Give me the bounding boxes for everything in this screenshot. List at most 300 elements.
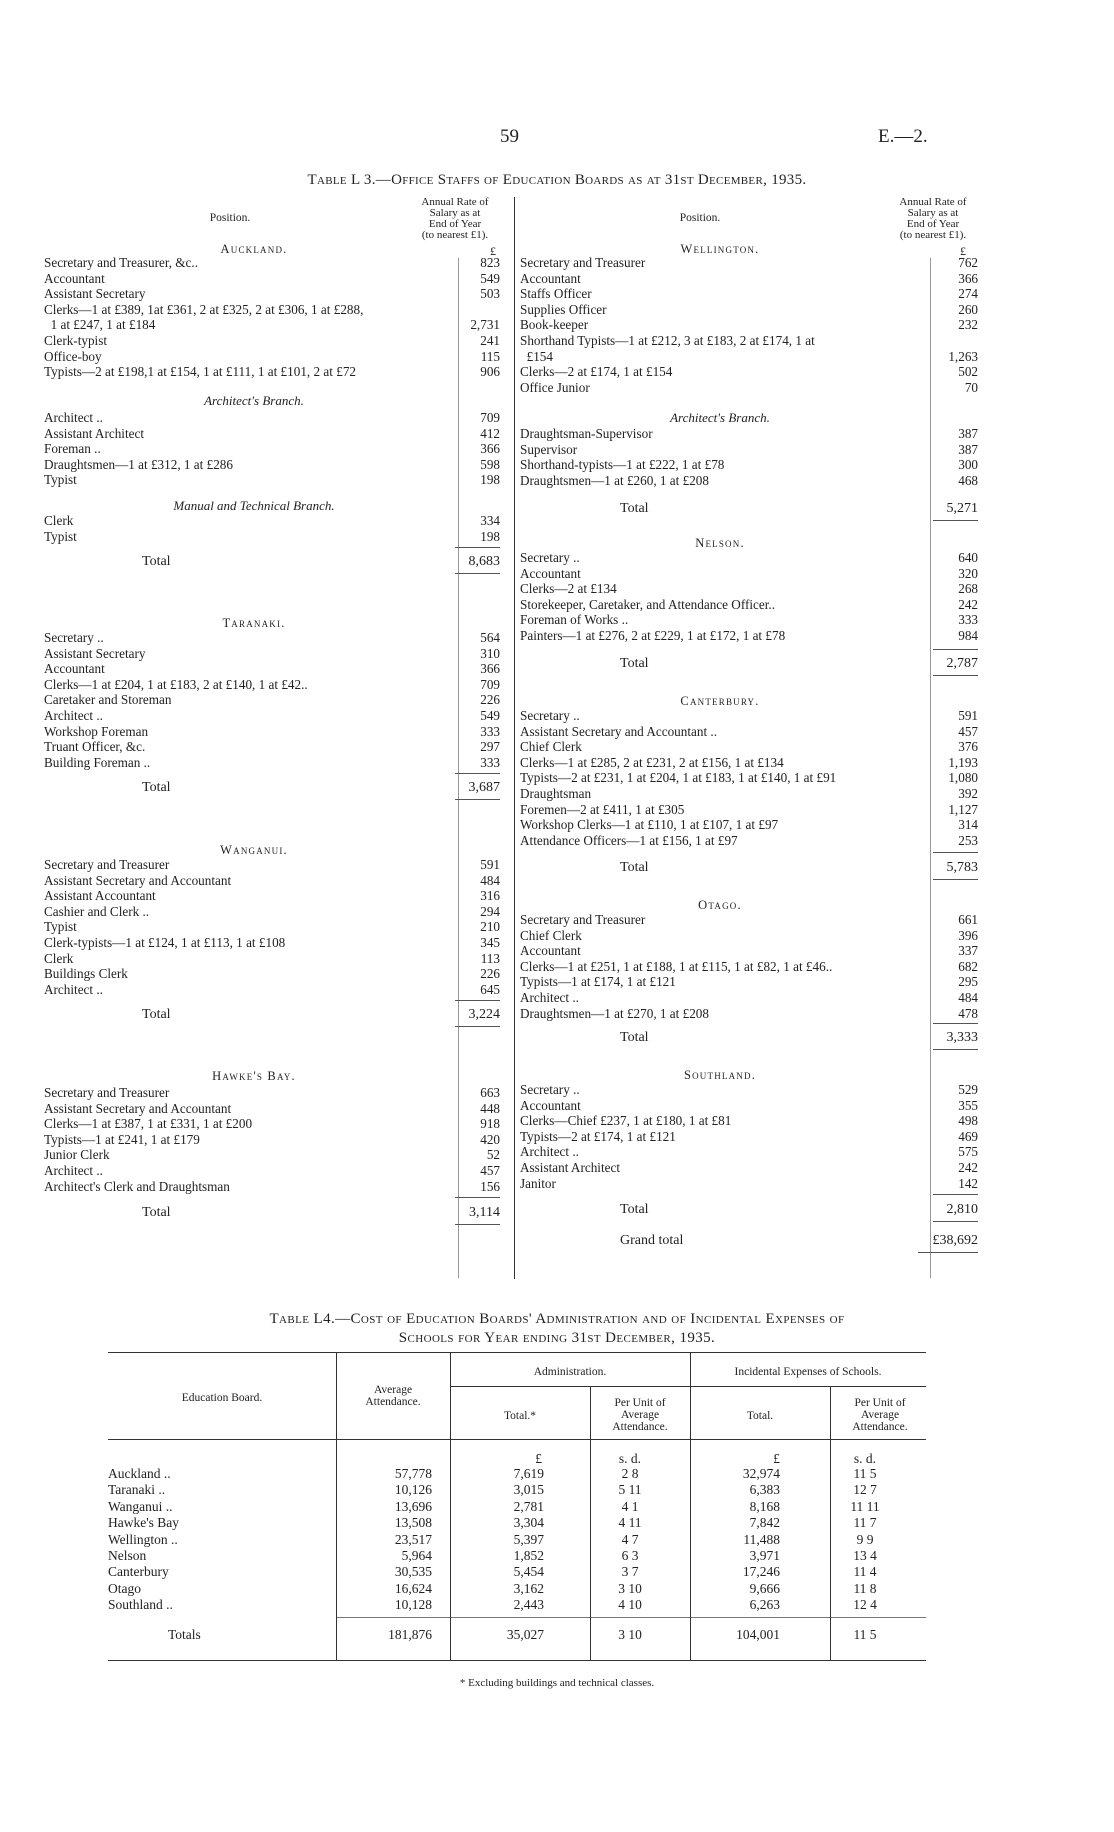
- grand-total-value: £38,692: [932, 1233, 978, 1248]
- table-row: [44, 529, 500, 545]
- table-row: [44, 302, 500, 318]
- row-label: Typist: [44, 919, 77, 935]
- t4-admin-unit: 6 3: [621, 1548, 639, 1563]
- section-southland: Southland.: [683, 1068, 757, 1082]
- row-value: 503: [480, 286, 500, 302]
- t4-attendance: 57,778: [394, 1466, 432, 1481]
- wellington-total-value: 5,271: [946, 501, 978, 516]
- section-wanganui: Wanganui.: [220, 843, 288, 857]
- row-label: Clerk-typist: [44, 333, 108, 348]
- row-label: Truant Officer, &c.: [44, 739, 146, 755]
- row-value: 232: [958, 317, 978, 333]
- t4-board: Southland ..: [108, 1597, 173, 1613]
- t4-admin-total: 1,852: [513, 1548, 544, 1563]
- row-label: Accountant: [44, 661, 105, 677]
- t4-admin-unit: 3 10: [618, 1627, 642, 1642]
- table-row: [44, 873, 500, 889]
- t4-inc-unit: 9 9: [856, 1531, 874, 1547]
- row-value: 387: [958, 441, 978, 457]
- row-value: 484: [958, 990, 978, 1005]
- table-row: [44, 739, 500, 755]
- table-row: [520, 333, 978, 349]
- row-value: 333: [958, 612, 978, 628]
- table-row: [520, 708, 978, 724]
- row-value: 300: [958, 457, 978, 473]
- t4-header-incidental: Incidental Expenses of Schools.: [734, 1366, 882, 1378]
- row-value: 762: [958, 255, 978, 270]
- total-rule: [455, 799, 500, 800]
- table-row: [520, 628, 978, 644]
- t4-board: Otago: [108, 1580, 141, 1596]
- t4-admin-unit: 4 7: [621, 1531, 639, 1547]
- table-row: [520, 302, 978, 318]
- wellington-total-label: Total: [620, 501, 649, 516]
- t4-inc-unit: 11 5: [853, 1627, 877, 1642]
- nelson-total-value: 2,787: [946, 656, 978, 671]
- t4-header-admin-unit: Per Unit of Average Attendance.: [612, 1397, 668, 1433]
- table-row: [44, 755, 500, 771]
- row-label: Office-boy: [44, 348, 102, 364]
- row-label: Chief Clerk: [520, 927, 582, 943]
- wanganui-total-value: 3,224: [468, 1007, 500, 1022]
- t4-inc-total: 7,842: [749, 1515, 780, 1531]
- table-row: [520, 612, 978, 628]
- nelson-total-label: Total: [620, 656, 649, 671]
- row-value: 337: [958, 943, 978, 959]
- row-label: Workshop Foreman: [44, 723, 149, 739]
- row-label: Clerks—Chief £237, 1 at £180, 1 at £81: [520, 1113, 732, 1129]
- row-label: Architect's Clerk and Draughtsman: [44, 1178, 230, 1194]
- otago-total-value: 3,333: [946, 1030, 978, 1045]
- taranaki-total-label: Total: [142, 780, 171, 795]
- table-l3-center-rule: [514, 197, 515, 1279]
- row-value: 210: [480, 919, 500, 935]
- row-label: Typists—2 at £231, 1 at £204, 1 at £183, 1 at £140, 1 at £91: [520, 770, 837, 786]
- t4-board: Canterbury: [108, 1564, 169, 1580]
- t4-board: Taranaki ..: [108, 1482, 166, 1498]
- row-value: 376: [958, 739, 978, 755]
- table-row: [520, 597, 978, 613]
- canterbury-total-label: Total: [620, 860, 649, 875]
- total-rule: [455, 1026, 500, 1027]
- t4-inc-total: 3,971: [749, 1548, 780, 1563]
- row-value: 682: [958, 958, 978, 974]
- row-value: 469: [958, 1128, 978, 1144]
- row-value: 709: [480, 676, 500, 692]
- row-label: Shorthand-typists—1 at £222, 1 at £78: [520, 457, 725, 473]
- table-row: [44, 724, 500, 740]
- table-row: [44, 1147, 500, 1163]
- row-label: Accountant: [520, 565, 581, 581]
- table-row: [44, 349, 500, 365]
- table-row: [44, 441, 500, 457]
- t4-inc-total: 8,168: [749, 1498, 780, 1514]
- row-label: Staffs Officer: [520, 286, 592, 302]
- row-value: 1,080: [948, 770, 978, 786]
- t4-inc-total: 17,246: [742, 1564, 780, 1580]
- t4-unit-inc-total: £: [773, 1451, 780, 1466]
- row-label: Clerks—1 at £251, 1 at £188, 1 at £115, 1 at £82, 1 at £46..: [520, 958, 833, 974]
- row-value: 297: [480, 739, 500, 755]
- row-value: 709: [480, 410, 500, 425]
- row-label: Secretary and Treasurer: [44, 1085, 170, 1100]
- table-l4-group-rule: [450, 1386, 926, 1387]
- row-label: Typists—1 at £241, 1 at £179: [44, 1131, 200, 1147]
- t4-inc-unit: 12 7: [853, 1482, 877, 1498]
- total-rule: [455, 1224, 500, 1225]
- row-label: Secretary ..: [520, 1082, 580, 1097]
- table-row: [520, 1176, 978, 1192]
- row-label: Assistant Secretary and Accountant ..: [520, 723, 718, 739]
- section-otago: Otago.: [698, 898, 742, 912]
- row-label: Supervisor: [520, 441, 578, 457]
- row-value: 906: [480, 364, 500, 380]
- table-row: [44, 919, 500, 935]
- subsection-wellington-architect: Architect's Branch.: [670, 410, 770, 425]
- table-row: [44, 1163, 500, 1179]
- t4-header-admin: Administration.: [533, 1366, 607, 1378]
- table-l3-title: Table L 3.—Office Staffs of Education Boards as at 31st December, 1935.: [307, 172, 807, 188]
- table-row: [44, 966, 500, 982]
- row-label: Foreman of Works ..: [520, 612, 629, 628]
- t4-unit-admin-total: £: [535, 1451, 542, 1466]
- table-row: [520, 566, 978, 582]
- row-value: 226: [480, 692, 500, 708]
- row-label: Architect ..: [44, 1163, 103, 1178]
- row-value: 366: [958, 270, 978, 286]
- subtotal-rule: [933, 1194, 978, 1195]
- row-value: 366: [480, 661, 500, 677]
- row-value: 396: [958, 927, 978, 943]
- row-label: Typist: [44, 528, 77, 544]
- t4-inc-unit: 11 11: [850, 1498, 880, 1514]
- row-value: 549: [480, 270, 500, 286]
- southland-total-label: Total: [620, 1202, 649, 1217]
- left-rate-header: Annual Rate of Salary as at End of Year (to nearest £1).: [421, 196, 489, 241]
- t4-inc-total: 9,666: [749, 1580, 780, 1596]
- row-label: Foremen—2 at £411, 1 at £305: [520, 801, 685, 817]
- row-label: Chief Clerk: [520, 739, 582, 755]
- total-rule: [933, 1049, 978, 1050]
- row-label: Architect ..: [44, 708, 103, 723]
- subtotal-rule: [455, 1000, 500, 1001]
- row-value: 334: [480, 513, 500, 528]
- row-label: Secretary ..: [520, 708, 580, 723]
- table-row: [520, 1082, 978, 1098]
- table-row: [44, 935, 500, 951]
- row-value: 468: [958, 472, 978, 488]
- row-label: Typist: [44, 472, 77, 488]
- row-label: Clerks—1 at £204, 1 at £183, 2 at £140, 1 at £42..: [44, 676, 308, 692]
- table-row: [520, 255, 978, 271]
- row-label: Junior Clerk: [44, 1147, 110, 1163]
- row-label: Foreman ..: [44, 441, 101, 457]
- auckland-total-value: 8,683: [468, 554, 500, 569]
- row-value: 984: [958, 628, 978, 643]
- row-label: Typists—1 at £174, 1 at £121: [520, 974, 676, 990]
- table-row: [520, 833, 978, 849]
- t4-attendance: 16,624: [394, 1580, 432, 1596]
- section-canterbury: Canterbury.: [680, 694, 760, 708]
- t4-unit-admin-unit: s. d.: [618, 1451, 642, 1466]
- row-value: 1,263: [948, 348, 978, 364]
- row-value: 355: [958, 1097, 978, 1113]
- table-row: [44, 630, 500, 646]
- grand-total-label: Grand total: [620, 1233, 684, 1248]
- t4-board: Nelson: [108, 1548, 147, 1563]
- table-row: [44, 1132, 500, 1148]
- table-row: [520, 426, 978, 442]
- total-rule: [933, 675, 978, 676]
- row-label: Typists—2 at £198,1 at £154, 1 at £111, 1 at £101, 2 at £72: [44, 364, 357, 380]
- row-value: 113: [480, 950, 500, 966]
- row-label: Assistant Secretary: [44, 645, 146, 661]
- table-row: [44, 271, 500, 287]
- row-label: Architect ..: [44, 981, 103, 997]
- row-value: 591: [958, 708, 978, 723]
- t4-admin-unit: 3 10: [618, 1580, 642, 1596]
- row-value: 295: [958, 974, 978, 990]
- table-row: [44, 364, 500, 380]
- row-label: Accountant: [520, 1097, 581, 1113]
- row-label: Draughtsman: [520, 786, 592, 801]
- total-rule: [455, 573, 500, 574]
- row-label: Typists—2 at £174, 1 at £121: [520, 1128, 676, 1144]
- t4-admin-total: 3,304: [513, 1515, 544, 1531]
- table-row: [44, 661, 500, 677]
- t4-admin-total: 2,443: [513, 1597, 544, 1613]
- row-value: 268: [958, 581, 978, 597]
- table-row: [44, 333, 500, 349]
- table-row: [44, 951, 500, 967]
- table-row: [44, 708, 500, 724]
- t4-unit-inc-unit: s. d.: [853, 1451, 877, 1466]
- row-value: 316: [480, 888, 500, 904]
- table-row: [44, 410, 500, 426]
- table-row: [520, 959, 978, 975]
- row-value: 70: [964, 379, 978, 395]
- t4-inc-unit: 11 8: [853, 1580, 877, 1596]
- footnote: * Excluding buildings and technical classes.: [459, 1677, 655, 1689]
- total-rule: [933, 1221, 978, 1222]
- t4-header-admin-total: Total.*: [503, 1410, 537, 1422]
- t4-admin-unit: 4 1: [621, 1498, 639, 1514]
- t4-attendance: 13,508: [394, 1515, 432, 1531]
- table-row: [520, 974, 978, 990]
- row-value: 529: [958, 1082, 978, 1097]
- t4-admin-total: 35,027: [506, 1627, 544, 1642]
- row-value: 918: [480, 1116, 500, 1132]
- table-row: [520, 349, 978, 365]
- table-row: [520, 928, 978, 944]
- table-row: [44, 888, 500, 904]
- row-value: 274: [958, 286, 978, 302]
- subtotal-rule: [933, 649, 978, 650]
- row-value: 420: [480, 1131, 500, 1147]
- row-value: 1,127: [948, 801, 978, 817]
- row-label: Accountant: [520, 943, 581, 959]
- row-value: 366: [480, 441, 500, 457]
- grand-total-rule: [918, 1252, 978, 1253]
- t4-board: Hawke's Bay: [108, 1515, 180, 1531]
- row-value: 345: [480, 935, 500, 950]
- row-label: Accountant: [520, 270, 581, 286]
- row-value: 260: [958, 301, 978, 317]
- subsection-auckland-architect: Architect's Branch.: [204, 393, 304, 408]
- hawkes-bay-total-value: 3,114: [469, 1205, 500, 1220]
- subtotal-rule: [933, 852, 978, 853]
- wanganui-total-label: Total: [142, 1007, 171, 1022]
- row-value: 823: [480, 255, 500, 270]
- table-row: [520, 317, 978, 333]
- table-l4-title: Table L4.—Cost of Education Boards' Administration and of Incidental Expenses of Schools for Year ending 31st December, 1935.: [269, 1311, 845, 1346]
- row-label: Assistant Architect: [44, 425, 144, 441]
- t4-admin-total: 3,162: [513, 1580, 544, 1596]
- table-row: [520, 943, 978, 959]
- t4-inc-total: 6,383: [749, 1482, 780, 1498]
- t4-inc-unit: 11 4: [853, 1564, 877, 1580]
- table-row: [520, 990, 978, 1006]
- t4-inc-total: 6,263: [749, 1597, 780, 1613]
- t4-inc-total: 11,488: [743, 1531, 780, 1547]
- row-value: 333: [480, 723, 500, 739]
- table-row: [44, 857, 500, 873]
- t4-attendance: 13,696: [394, 1498, 432, 1514]
- row-value: 598: [480, 456, 500, 472]
- row-label: Clerks—1 at £285, 2 at £231, 2 at £156, 1 at £134: [520, 754, 784, 770]
- row-value: 320: [958, 565, 978, 581]
- t4-board: Wellington ..: [108, 1531, 178, 1547]
- table-row: [44, 692, 500, 708]
- row-label: Janitor: [520, 1175, 556, 1191]
- row-label: Painters—1 at £276, 2 at £229, 1 at £172, 1 at £78: [520, 628, 786, 643]
- table-row: [44, 1116, 500, 1132]
- row-value: 640: [958, 550, 978, 565]
- row-value: 242: [958, 596, 978, 612]
- row-value: 242: [958, 1160, 978, 1175]
- t4-inc-unit: 11 5: [853, 1466, 877, 1481]
- row-label: Architect ..: [44, 410, 103, 425]
- row-value: 575: [958, 1144, 978, 1160]
- row-label: Secretary and Treasurer: [520, 912, 646, 927]
- row-value: 661: [958, 912, 978, 927]
- table-row: [520, 1144, 978, 1160]
- row-label: 1 at £247, 1 at £184: [44, 317, 156, 333]
- page-number: 59: [500, 126, 519, 147]
- row-value: 387: [958, 426, 978, 441]
- t4-header-attendance: Average Attendance.: [365, 1384, 421, 1408]
- taranaki-total-value: 3,687: [468, 780, 500, 795]
- table-row: [44, 646, 500, 662]
- row-label: Draughtsmen—1 at £270, 1 at £208: [520, 1005, 709, 1021]
- row-value: 457: [958, 723, 978, 739]
- right-pound-unit: £: [960, 244, 966, 258]
- t4-board: Auckland ..: [108, 1466, 171, 1481]
- row-value: 484: [480, 872, 500, 888]
- row-label: Clerks—1 at £387, 1 at £331, 1 at £200: [44, 1116, 253, 1132]
- row-value: 392: [958, 786, 978, 801]
- row-value: 198: [480, 472, 500, 488]
- table-row: [44, 982, 500, 998]
- southland-total-value: 2,810: [946, 1202, 978, 1217]
- row-value: 226: [480, 966, 500, 982]
- row-label: Draughtsmen—1 at £312, 1 at £286: [44, 456, 233, 472]
- t4-header-inc-unit: Per Unit of Average Attendance.: [852, 1397, 908, 1433]
- left-position-header: Position.: [209, 212, 251, 224]
- table-row: [520, 473, 978, 489]
- total-rule: [933, 879, 978, 880]
- table-row: [520, 364, 978, 380]
- table-l4-header-rule: [108, 1439, 926, 1440]
- table-row: [520, 1129, 978, 1145]
- row-value: 156: [480, 1178, 500, 1194]
- subsection-auckland-manual: Manual and Technical Branch.: [173, 498, 335, 513]
- row-label: Accountant: [44, 270, 105, 286]
- t4-attendance: 10,126: [394, 1482, 432, 1498]
- t4-header-board: Education Board.: [181, 1392, 263, 1404]
- hawkes-bay-total-label: Total: [142, 1205, 171, 1220]
- row-label: Clerk-typists—1 at £124, 1 at £113, 1 at £108: [44, 935, 286, 950]
- row-label: Caretaker and Storeman: [44, 692, 172, 708]
- left-pound-unit: £: [490, 244, 496, 258]
- row-value: 333: [480, 754, 500, 770]
- table-l4-bottom-rule: [108, 1660, 926, 1661]
- table-row: [520, 286, 978, 302]
- row-label: Draughtsmen—1 at £260, 1 at £208: [520, 472, 709, 488]
- canterbury-total-value: 5,783: [946, 860, 978, 875]
- right-position-header: Position.: [679, 212, 721, 224]
- t4-admin-total: 2,781: [513, 1498, 544, 1514]
- table-row: [520, 581, 978, 597]
- row-label: Building Foreman ..: [44, 754, 151, 770]
- total-rule: [933, 520, 978, 521]
- table-row: [520, 724, 978, 740]
- t4-admin-total: 5,397: [513, 1531, 544, 1547]
- row-value: 549: [480, 708, 500, 723]
- section-hawkes-bay: Hawke's Bay.: [212, 1069, 296, 1083]
- row-value: 115: [480, 348, 500, 364]
- row-value: 502: [958, 364, 978, 380]
- t4-inc-unit: 11 7: [853, 1515, 877, 1531]
- row-value: 198: [480, 528, 500, 544]
- table-row: [44, 317, 500, 333]
- section-taranaki: Taranaki.: [222, 616, 286, 630]
- t4-admin-unit: 3 7: [621, 1564, 639, 1580]
- row-value: 591: [480, 857, 500, 872]
- row-value: 142: [958, 1175, 978, 1191]
- row-label: Cashier and Clerk ..: [44, 903, 150, 919]
- row-label: Clerks—2 at £174, 1 at £154: [520, 364, 673, 380]
- table-row: [520, 802, 978, 818]
- t4-inc-total: 32,974: [742, 1466, 780, 1481]
- right-rate-header: Annual Rate of Salary as at End of Year (to nearest £1).: [899, 196, 967, 241]
- t4-attendance: 23,517: [394, 1531, 432, 1547]
- t4-admin-total: 3,015: [513, 1482, 544, 1498]
- table-row: [44, 513, 500, 529]
- row-label: Storekeeper, Caretaker, and Attendance Officer..: [520, 596, 776, 612]
- table-row: [44, 904, 500, 920]
- row-value: 663: [480, 1085, 500, 1100]
- t4-board: Totals: [168, 1627, 201, 1642]
- row-value: 314: [958, 817, 978, 833]
- table-row: [44, 1179, 500, 1195]
- row-label: Architect ..: [520, 1144, 579, 1160]
- table-row: [520, 786, 978, 802]
- row-label: Office Junior: [520, 379, 590, 395]
- t4-header-inc-total: Total.: [746, 1410, 774, 1422]
- row-value: 52: [486, 1147, 500, 1163]
- row-label: Clerk: [44, 950, 74, 966]
